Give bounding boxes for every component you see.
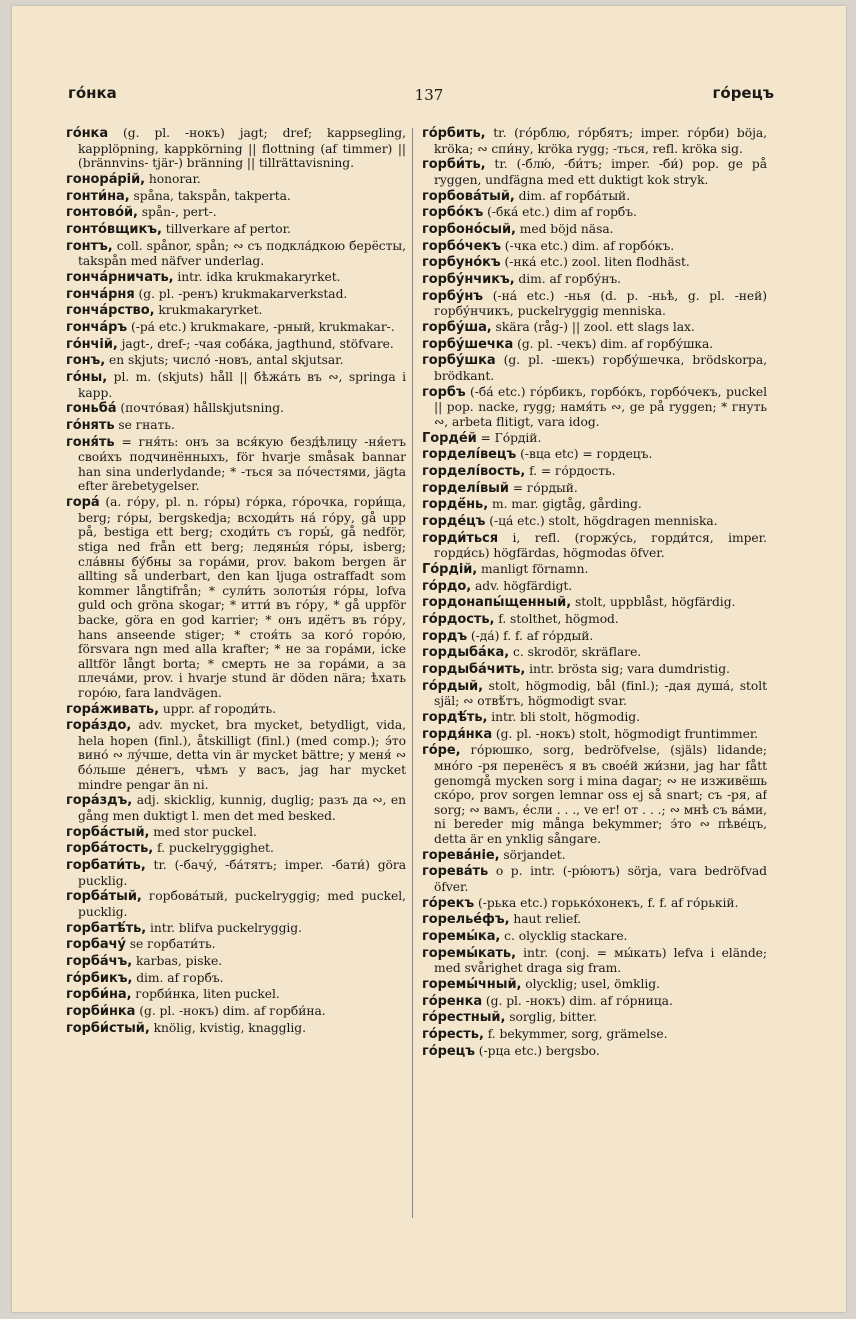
dictionary-entry <box>422 337 767 353</box>
entry-headword: гонча́ръ <box>66 319 128 335</box>
entry-headword: горбачу́ <box>66 937 126 953</box>
entry-headword: гордъ <box>422 628 468 644</box>
entry-definition: manligt förnamn. <box>477 561 589 576</box>
dictionary-entry <box>66 172 406 188</box>
column-divider <box>412 128 413 1218</box>
entry-headword: го́ре, <box>422 743 461 759</box>
entry-definition: med stor puckel. <box>149 824 257 839</box>
dictionary-entry <box>422 727 767 743</box>
dictionary-entry <box>422 431 767 447</box>
entry-headword: гора́здъ, <box>66 793 133 809</box>
dictionary-entry <box>422 157 767 187</box>
entry-definition: (g. pl. -шекъ) горбу́шечка, brödskorpa, brödkant. <box>434 353 767 383</box>
entry-definition: stolt, högmodig, bål (finl.); -дая душа́, stolt själ; ∾ отвѣ́тъ, högmodigt svar. <box>434 678 767 709</box>
entry-headword: горемы́ка, <box>422 928 501 944</box>
entry-definition: intr. idka krukmakaryrket. <box>173 269 341 284</box>
entry-definition: (почто́вая) hållskjutsning. <box>116 401 284 416</box>
entry-definition: (a. го́ру, pl. n. го́ры) го́рка, го́рочка, гори́ща, berg; го́ры, bergskedja; всходи́ть на́ го́ру, gå upp på, bestiga ett berg; сходи́ть съ горы́, gå nedför, stiga ned från ett berg; ледяны́я го́ры, isberg; сла́вны бу́бны за гора́ми, prov. bakom bergen är allting så underbart, den kan ljuga ostraffadt som kommer långtifrån; * сули́ть золоты́я го́ры, lofva guld och gröna skogar; * итти́ въ го́ру, * gå uppför backe, göra en god karrier; * онъ идётъ въ го́ру, hans anseende stiger; * стоя́ть за кого́ горо́ю, försvara ngn med alla krafter; * не за гора́ми, icke alltför långt borta; * смерть не за гора́ми, а за плеча́ми, prov. i hvarje stund är döden nära; ѣхать горо́ю, fara landvägen. <box>78 495 406 700</box>
dictionary-entry <box>422 896 767 912</box>
entry-headword: гонтъ, <box>66 238 113 254</box>
entry-definition: adv. mycket, bra mycket, betydligt, vida, hela hopen (finl.), åtskilligt (finl.) (med comp.); э́то вино́ ∾ лу́чше, detta vin är mycket bättre; у меня́ ∾ бо́льше де́негъ, чѣмъ у васъ, jag har mycket mindre pengar än ni. <box>78 718 406 792</box>
entry-headword: горева́ніе, <box>422 847 500 863</box>
entry-headword: гонти́на, <box>66 188 130 204</box>
entry-definition: горби́нка, liten puckel. <box>131 987 280 1002</box>
entry-headword: го́рдый, <box>422 678 483 694</box>
dictionary-entry <box>66 702 406 718</box>
dictionary-entry <box>422 272 767 288</box>
entry-headword: горби́стый, <box>66 1020 150 1036</box>
entry-headword: горбу́шка <box>422 353 496 369</box>
entry-definition: stolt, uppblåst, högfärdig. <box>571 595 736 610</box>
entry-definition: intr. brösta sig; vara dumdristig. <box>525 662 730 677</box>
entry-headword: гонтово́й, <box>66 205 138 221</box>
entry-headword: гора́ <box>66 495 100 511</box>
entry-definition: se горбати́ть. <box>125 937 216 952</box>
dictionary-entry <box>422 994 767 1010</box>
entry-definition: f. = го́рдость. <box>525 463 616 478</box>
entry-definition: (-рька etc.) горькóхонекъ, f. f. af го́рькій. <box>474 895 739 910</box>
entry-headword: горба́стый, <box>66 824 150 840</box>
dictionary-entry <box>422 562 767 578</box>
dictionary-entry <box>66 353 406 369</box>
entry-headword: го́рестный, <box>422 1010 506 1026</box>
entry-headword: горбова́тый, <box>422 188 515 204</box>
dictionary-entry <box>66 126 406 171</box>
dictionary-entry <box>422 662 767 678</box>
dictionary-entry <box>422 514 767 530</box>
entry-definition: dim. af горбъ. <box>132 970 224 985</box>
dictionary-entry <box>66 435 406 494</box>
running-head-right: го́рецъ <box>712 84 774 102</box>
entry-definition: горбова́тый, puckelryggig; med puckel, pucklig. <box>78 889 406 919</box>
entry-definition: (-чка etc.) dim. af горбо́къ. <box>500 238 675 253</box>
entry-definition: olycklig; usel, ömklig. <box>521 976 660 991</box>
entry-headword: горемы́кать, <box>422 945 516 961</box>
entry-definition: (g. pl. -нокъ) dim. af го́рница. <box>482 993 673 1008</box>
dictionary-entry <box>422 645 767 661</box>
dictionary-entry <box>422 612 767 628</box>
entry-definition: (-ба́ etc.) го́рбикъ, горбо́къ, горбо́чекъ, puckel || pop. nacke, rygg; намя́ть ∾, ge på ryggen; * гнуть ∾, arbeta flitigt, vara idog. <box>434 384 767 429</box>
entry-headword: Го́рдій, <box>422 561 478 577</box>
dictionary-entry <box>66 239 406 269</box>
entry-definition: en skjuts; число́ -новъ, antal skjutsar. <box>105 353 344 368</box>
entry-definition: = го́рдый. <box>508 480 578 495</box>
entry-headword: го́рдо, <box>422 578 472 594</box>
entry-headword: горби́ть, <box>422 157 486 173</box>
left-column <box>66 126 406 1226</box>
dictionary-page <box>12 6 846 1312</box>
dictionary-entry <box>422 679 767 709</box>
dictionary-entry <box>66 841 406 857</box>
entry-headword: гордя́нка <box>422 726 493 742</box>
dictionary-entry <box>422 864 767 894</box>
entry-headword: горба́тость, <box>66 841 154 857</box>
dictionary-entry <box>66 189 406 205</box>
entry-headword: гонъ, <box>66 353 106 369</box>
entry-definition: karbas, piske. <box>132 953 223 968</box>
entry-headword: го́ресть, <box>422 1027 484 1042</box>
entry-headword: горемы́чный, <box>422 976 522 992</box>
dictionary-entry <box>422 929 767 945</box>
entry-definition: intr. blifva puckelryggig. <box>146 920 302 935</box>
entry-definition: f. stolthet, högmod. <box>494 611 619 626</box>
entry-definition: m. mar. gigtåg, gårding. <box>488 497 642 512</box>
dictionary-entry <box>66 320 406 336</box>
dictionary-entry <box>66 205 406 221</box>
dictionary-entry <box>422 595 767 611</box>
entry-headword: го́нять <box>66 418 115 433</box>
dictionary-entry <box>422 1027 767 1043</box>
entry-headword: го́ренка <box>422 993 483 1009</box>
entry-definition: = гня́ть: онъ за вся́кую безд́ѣлицу -ня́етъ свои́хъ подчинённыхъ, för hvarje småsak bannar han sina underlydande; * -ться за по́честями, jägta efter ärebetygelser. <box>78 434 406 494</box>
entry-definition: intr. (conj. = мы́кать) lefva i elände; med svårighet draga sig fram. <box>434 945 767 976</box>
entry-definition: (g. pl. -нокъ) jagt; dref; kappsegling, kapplöpning, kappkörning || flottning (af timmer) || (brännvins- tjär-) bränning || tillrättavisning. <box>78 126 406 171</box>
entry-definition: (-вца etc) = гордецъ. <box>516 447 653 462</box>
entry-definition: f. bekymmer, sorg, grämelse. <box>483 1027 668 1041</box>
entry-headword: горелье́фъ, <box>422 912 510 928</box>
dictionary-entry <box>422 497 767 513</box>
dictionary-entry <box>66 937 406 953</box>
dictionary-entry <box>422 320 767 336</box>
entry-definition: sörjandet. <box>499 847 566 862</box>
entry-definition: adj. skicklig, kunnig, duglig; разъ да ∾, en gång men duktigt l. men det med besked. <box>78 793 406 823</box>
dictionary-entry <box>422 289 767 319</box>
entry-headword: горбо́къ <box>422 205 484 221</box>
entry-definition: uppr. af городи́ть. <box>159 701 277 716</box>
entry-definition: i, refl. (горжу́сь, горди́тся, imper. горди́сь) högfärdas, högmodas öfver. <box>434 530 767 561</box>
entry-headword: горди́ться <box>422 530 498 546</box>
entry-headword: гора́живать, <box>66 701 159 717</box>
entry-headword: гонча́рничать, <box>66 269 174 285</box>
dictionary-entry <box>422 743 767 846</box>
entry-headword: горба́тый, <box>66 889 142 905</box>
entry-headword: Горде́й <box>422 430 477 446</box>
entry-headword: го́рдость, <box>422 611 495 627</box>
dictionary-entry <box>66 971 406 987</box>
entry-headword: горбоно́сый, <box>422 221 516 237</box>
entry-definition: (g. pl. -нокъ) stolt, högmodigt fruntimmer. <box>492 726 759 741</box>
dictionary-entry <box>422 464 767 480</box>
dictionary-entry <box>422 385 767 430</box>
entry-definition: tr. (го́рблю, го́рбятъ; imper. го́рби) böja, kröka; ∾ спи́ну, kröka rygg; -ться, refl. kröka sig. <box>434 126 767 156</box>
entry-headword: го́рецъ <box>422 1043 475 1059</box>
entry-definition: coll. spånor, spån; ∾ съ подкла́дкою берёсты, takspån med näfver underlag. <box>78 238 406 269</box>
running-head-left: го́нка <box>68 84 117 102</box>
dictionary-entry <box>66 987 406 1003</box>
entry-headword: горбу́нъ <box>422 288 483 304</box>
dictionary-entry <box>422 1010 767 1026</box>
dictionary-entry <box>422 222 767 238</box>
entry-definition: c. olycklig stackare. <box>500 928 628 943</box>
entry-headword: гордыба́ка, <box>422 645 510 661</box>
entry-headword: горбуно́къ <box>422 255 501 271</box>
dictionary-entry <box>422 126 767 156</box>
entry-headword: горделі́вый <box>422 480 509 496</box>
entry-definition: = Го́рдій. <box>476 430 542 445</box>
entry-definition: dim. af горбу́нъ. <box>514 272 621 286</box>
entry-headword: гордонапы́щенный, <box>422 595 572 611</box>
entry-definition: jagt-, dref-; -чая соба́ка, jagthund, stöfvare. <box>117 336 394 351</box>
entry-definition: tr. (-бачу́, -ба́тятъ; imper. -бати́) göra pucklig. <box>78 857 406 888</box>
dictionary-entry <box>66 337 406 353</box>
entry-headword: горде́цъ <box>422 513 486 529</box>
dictionary-entry <box>66 1021 406 1037</box>
dictionary-entry <box>422 579 767 595</box>
entry-headword: гонто́вщикъ, <box>66 221 162 237</box>
entry-definition: se гнать. <box>114 418 175 432</box>
entry-headword: гордыба́чить, <box>422 662 526 678</box>
entry-headword: горбу́ша, <box>422 319 492 335</box>
dictionary-entry <box>66 401 406 417</box>
dictionary-entry <box>422 710 767 726</box>
entry-headword: горбу́шечка <box>422 336 514 352</box>
entry-definition: o p. intr. (-рю́ютъ) sörja, vara bedröfvad öfver. <box>434 864 767 894</box>
dictionary-entry <box>422 353 767 383</box>
entry-definition: pl. m. (skjuts) håll || бѣжа́ть въ ∾, springa i kapp. <box>78 370 406 400</box>
entry-headword: гонча́рство, <box>66 303 155 319</box>
dictionary-entry <box>66 495 406 700</box>
entry-definition: (-рца etc.) bergsbo. <box>474 1043 600 1058</box>
entry-definition: dim. af горба́тый. <box>514 188 631 203</box>
dictionary-entry <box>422 481 767 497</box>
entry-headword: гоньба́ <box>66 401 117 417</box>
dictionary-entry <box>422 848 767 864</box>
entry-definition: f. puckelryggighet. <box>153 841 274 856</box>
entry-definition: (g. pl. -чекъ) dim. af горбу́шка. <box>513 336 714 351</box>
dictionary-entry <box>66 793 406 823</box>
dictionary-entry <box>422 531 767 561</box>
entry-headword: гоня́ть <box>66 434 115 450</box>
dictionary-entry <box>422 912 767 928</box>
entry-headword: го́нчій, <box>66 336 118 352</box>
entry-definition: (-нка́ etc.) zool. liten flodhäst. <box>500 255 690 270</box>
dictionary-entry <box>66 921 406 937</box>
dictionary-entry <box>422 205 767 221</box>
dictionary-entry <box>66 418 406 434</box>
dictionary-entry <box>422 189 767 205</box>
right-column <box>422 126 767 1226</box>
entry-headword: горбатѣ́ть, <box>66 920 147 936</box>
dictionary-entry <box>422 447 767 463</box>
entry-headword: гонора́рій, <box>66 171 146 187</box>
entry-definition: med böjd näsa. <box>515 221 614 236</box>
dictionary-entry <box>422 977 767 993</box>
dictionary-entry <box>422 239 767 255</box>
entry-definition: (-ца́ etc.) stolt, högdragen menniska. <box>485 513 718 528</box>
dictionary-entry <box>422 629 767 645</box>
entry-definition: knölig, kvistig, knagglig. <box>149 1020 306 1035</box>
dictionary-entry <box>422 1044 767 1060</box>
entry-definition: intr. bli stolt, högmodig. <box>487 710 640 724</box>
entry-headword: горба́чъ, <box>66 953 133 969</box>
dictionary-entry <box>66 1004 406 1020</box>
entry-headword: гордё́нь, <box>422 497 489 513</box>
entry-definition: (-на́ etc.) -нья (d. p. -ньѣ, g. pl. -ней) горбу́нчикъ, puckelryggig menniska. <box>434 288 767 319</box>
entry-headword: гонча́рня <box>66 286 135 302</box>
entry-headword: горбо́чекъ <box>422 238 501 254</box>
entry-definition: c. skrodör, skräflare. <box>509 645 642 660</box>
entry-definition: haut relief. <box>509 912 582 927</box>
entry-definition: (-ра́ etc.) krukmakare, -рный, krukmakar-. <box>127 319 395 334</box>
dictionary-entry <box>66 718 406 792</box>
entry-definition: sorglig, bitter. <box>505 1010 597 1025</box>
entry-definition: (g. pl. -нокъ) dim. af горби́на. <box>135 1003 326 1018</box>
entry-headword: горби́нка <box>66 1003 136 1019</box>
entry-headword: горбу́нчикъ, <box>422 272 515 287</box>
entry-definition: (-да́) f. f. af го́рдый. <box>467 628 594 643</box>
entry-headword: горбати́ть, <box>66 857 146 873</box>
entry-definition: tr. (-блю́, -би́тъ; imper. -би́) pop. ge på ryggen, undfägna med ett duktigt kok stryk. <box>434 157 767 187</box>
entry-headword: горева́ть <box>422 864 489 880</box>
entry-headword: гора́здо, <box>66 718 132 734</box>
dictionary-entry <box>66 825 406 841</box>
entry-headword: го́нка <box>66 126 109 141</box>
dictionary-entry <box>66 889 406 919</box>
entry-definition: tillverkare af pertor. <box>161 221 291 236</box>
dictionary-entry <box>422 255 767 271</box>
page-number: 137 <box>414 86 444 104</box>
dictionary-entry <box>66 858 406 888</box>
entry-definition: adv. högfärdigt. <box>471 578 573 593</box>
entry-definition: го́рюшко, sorg, bedröfvelse, (själs) lidande; мно́го -ря перенёсъ я въ свое́й жи́зни, jag har fått genomgå mycken sorg i mina dagar; ∾ не изживёшь ско́ро, prov sorgen lemnar oss ej så snart; съ -ря, af sorg; ∾ вамъ, е́сли . . ., ve er! от . . .; ∾ мнѣ съ ва́ми, ni bereder mig många bekymmer; э́то ∾ пѣвéцъ, detta är en ynklig sångare. <box>434 743 767 846</box>
entry-definition: (-бка́ etc.) dim af горбъ. <box>483 205 637 220</box>
entry-headword: гордѣ́ть, <box>422 710 488 725</box>
entry-headword: горбъ <box>422 384 466 400</box>
entry-headword: го́рбикъ, <box>66 970 133 986</box>
entry-definition: spåna, takspån, takperta. <box>129 188 291 203</box>
entry-headword: горделі́вость, <box>422 463 526 479</box>
dictionary-entry <box>66 303 406 319</box>
dictionary-entry <box>422 946 767 976</box>
entry-headword: горби́на, <box>66 987 132 1003</box>
entry-headword: го́ны, <box>66 370 108 386</box>
entry-headword: горделі́вецъ <box>422 447 517 463</box>
dictionary-entry <box>66 287 406 303</box>
entry-definition: skära (råg-) || zool. ett slags lax. <box>491 319 695 334</box>
entry-definition: krukmakaryrket. <box>154 303 263 318</box>
dictionary-entry <box>66 954 406 970</box>
entry-definition: (g. pl. -ренъ) krukmakarverkstad. <box>134 286 348 301</box>
dictionary-entry <box>66 270 406 286</box>
dictionary-entry <box>66 222 406 238</box>
entry-headword: го́рекъ <box>422 895 475 911</box>
entry-headword: го́рбить, <box>422 126 486 141</box>
entry-definition: spån-, pert-. <box>137 205 217 220</box>
entry-definition: honorar. <box>145 171 201 186</box>
dictionary-entry <box>66 370 406 400</box>
